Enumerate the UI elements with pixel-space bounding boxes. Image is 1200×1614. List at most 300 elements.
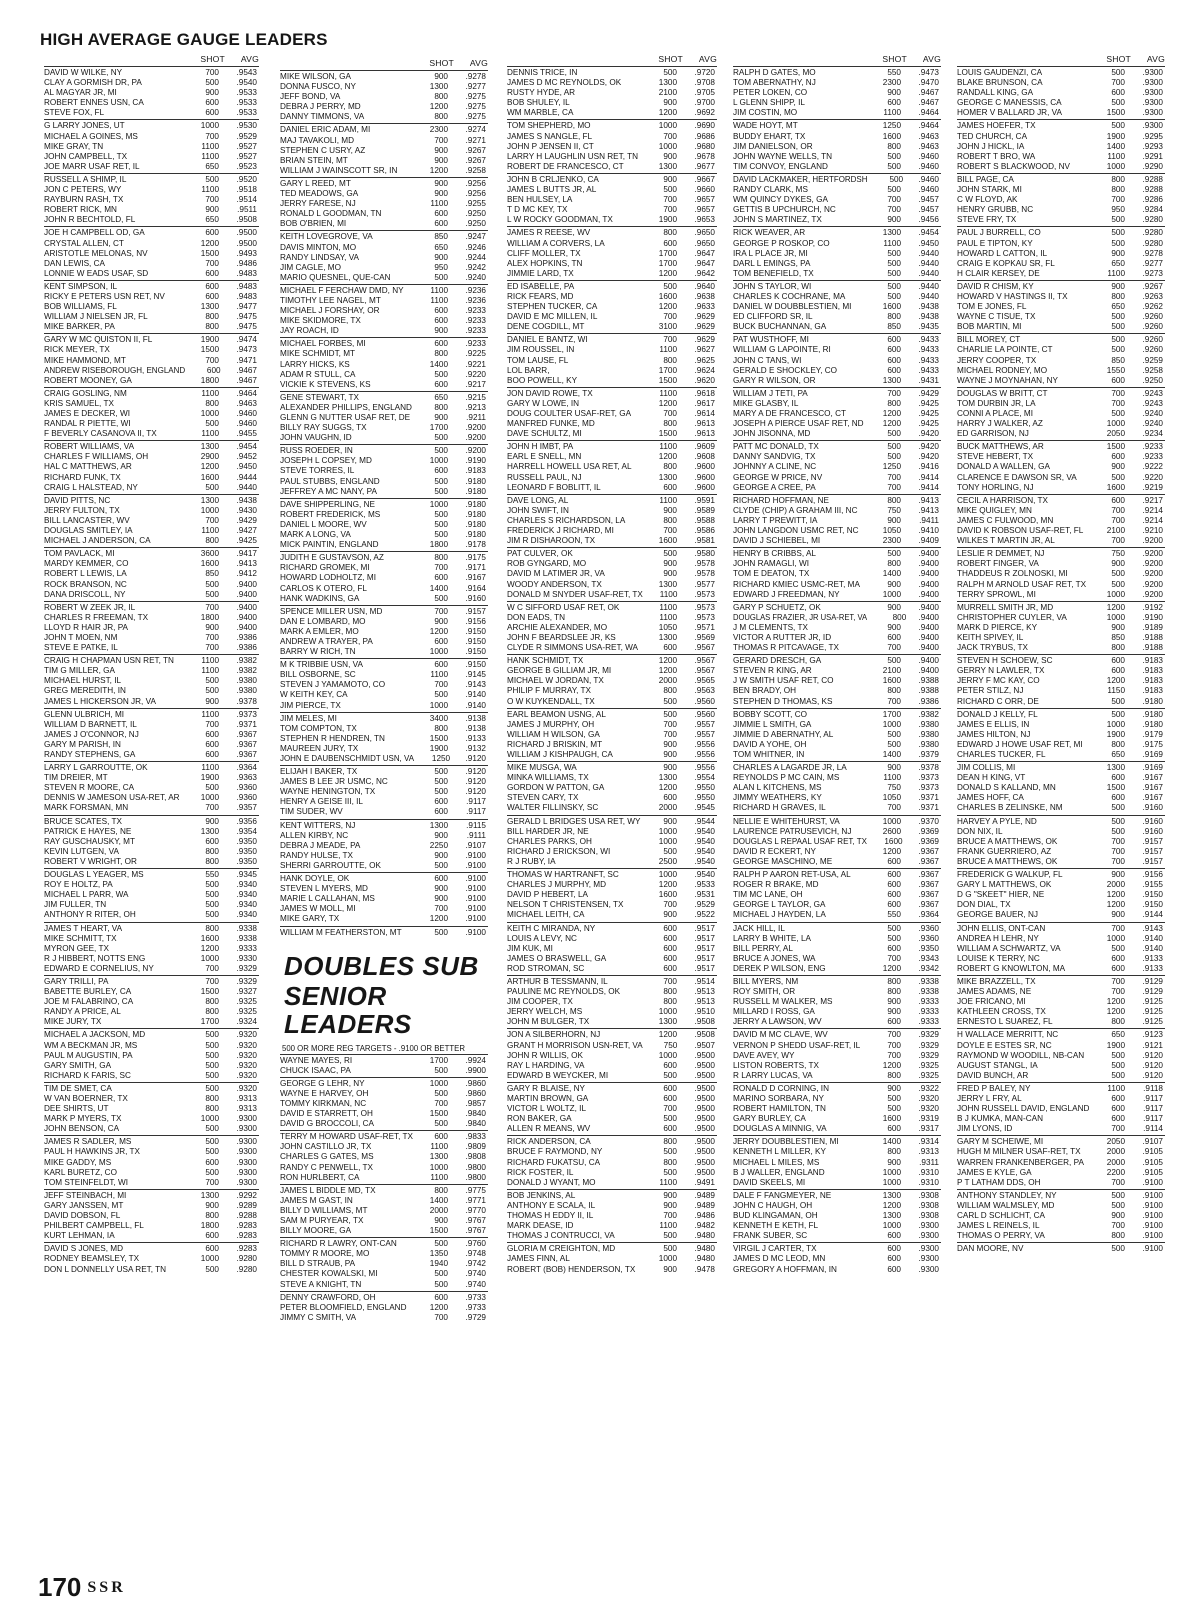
entry-group xyxy=(957,226,1165,278)
shooter-row xyxy=(507,880,717,890)
average: .9367 xyxy=(918,846,939,856)
shot-count: 700 xyxy=(663,900,677,910)
shot-count: 900 xyxy=(205,205,219,215)
shooter-row xyxy=(733,954,941,964)
shot-count: 800 xyxy=(205,398,219,408)
shooter-row xyxy=(733,763,941,773)
shooter-name: PAUL STUBBS, ENGLAND xyxy=(280,476,380,486)
shot-count: 900 xyxy=(887,88,901,98)
average: .9120 xyxy=(465,787,486,797)
average: .9400 xyxy=(918,643,939,653)
average: .9342 xyxy=(918,963,939,973)
average: .9522 xyxy=(694,910,715,920)
shooter-name: ERNESTO L SUAREZ, FL xyxy=(957,1017,1053,1027)
shooter-row xyxy=(507,633,717,643)
shooter-name: CECIL A HARRISON, TX xyxy=(957,495,1048,505)
shooter-name: JOHNNY A CLINE, NC xyxy=(733,462,817,472)
shooter-name: MARTIN BROWN, GA xyxy=(507,1094,589,1103)
shooter-name: JOHN VAUGHN, ID xyxy=(280,433,352,443)
shot-count: 600 xyxy=(434,1292,448,1302)
shooter-row xyxy=(957,847,1165,857)
shooter-name: ROBERT V WRIGHT, OR xyxy=(44,856,137,866)
shooter-row xyxy=(280,125,488,135)
average: .9317 xyxy=(918,1124,939,1134)
average: .9400 xyxy=(918,612,939,622)
shooter-row xyxy=(44,837,259,847)
shooter-name: WALTER FILLINSKY, SC xyxy=(507,803,599,813)
average: .9563 xyxy=(694,686,715,696)
shooter-name: W VAN BOERNER, TX xyxy=(44,1094,128,1103)
shooter-name: JOSEPH L COPSEY, MD xyxy=(280,456,372,466)
column-header xyxy=(507,54,717,66)
average: .9545 xyxy=(694,803,715,813)
shooter-row xyxy=(507,78,717,88)
shooter-name: LONNIE W EADS USAF, SD xyxy=(44,268,149,278)
entry-group xyxy=(507,654,717,706)
shooter-row xyxy=(957,108,1165,118)
shooter-row xyxy=(280,1216,488,1226)
shooter-row xyxy=(957,559,1165,569)
entry-group xyxy=(280,123,488,175)
shot-count: 1400 xyxy=(429,1195,448,1205)
average: .9180 xyxy=(465,519,486,529)
average: .9413 xyxy=(918,495,939,505)
entry-group xyxy=(957,1082,1165,1134)
shooter-name: PAT CULVER, OK xyxy=(507,549,573,559)
shooter-row xyxy=(733,750,941,760)
average: .9311 xyxy=(919,1157,939,1167)
entry-group xyxy=(44,119,259,171)
average: .9480 xyxy=(694,1254,715,1264)
shooter-row xyxy=(957,142,1165,152)
shooter-row xyxy=(280,797,488,807)
shooter-name: STEVEN R MOORE, CA xyxy=(44,783,135,793)
shooter-name: MARK P MYERS, TX xyxy=(44,1114,122,1124)
shot-count: 900 xyxy=(887,515,901,525)
shot-count: 500 xyxy=(887,258,901,268)
average: .9556 xyxy=(694,763,715,773)
shooter-name: JOHN C TANS, WI xyxy=(733,355,802,365)
shooter-row xyxy=(44,292,259,302)
entry-group xyxy=(957,815,1165,867)
shooter-name: STEVE HEBERT, TX xyxy=(957,452,1034,462)
shot-count: 500 xyxy=(887,933,901,943)
shooter-name: CRAIG E KOPKAU SR, FL xyxy=(957,258,1055,268)
shooter-name: RICK FOSTER, IL xyxy=(507,1167,574,1177)
shooter-row xyxy=(507,817,717,827)
shooter-name: RAYBURN RASH, TX xyxy=(44,195,124,205)
average: .9320 xyxy=(236,1070,257,1080)
shooter-name: BILL OSBORNE, SC xyxy=(280,670,356,680)
shot-count: 750 xyxy=(663,1040,678,1050)
shooter-row xyxy=(44,633,259,643)
average: .9625 xyxy=(694,355,715,365)
shot-count: 2000 xyxy=(658,676,677,686)
shot-count: 900 xyxy=(887,1007,901,1017)
shooter-name: JOE H CAMPBELL OD, GA xyxy=(44,228,145,238)
shooter-name: JAMES M GAST, IN xyxy=(280,1195,353,1205)
shooter-row xyxy=(733,108,941,118)
shooter-name: HENRY A GEISE III, IL xyxy=(280,797,363,807)
shooter-row xyxy=(44,429,259,439)
entry-group xyxy=(507,66,717,118)
shot-count: 500 xyxy=(1111,569,1125,579)
shooter-row xyxy=(280,584,488,594)
entry-group xyxy=(957,1189,1165,1241)
shooter-name: TIM SUDER, WV xyxy=(280,807,343,817)
average: .9157 xyxy=(1142,836,1163,846)
shot-count: 600 xyxy=(205,291,219,301)
entry-group xyxy=(957,654,1165,706)
average: .9533 xyxy=(236,108,257,118)
shooter-row xyxy=(44,827,259,837)
shooter-row xyxy=(507,740,717,750)
average: .9190 xyxy=(465,456,486,466)
entry-group xyxy=(280,1184,488,1236)
shot-count: 900 xyxy=(434,894,448,904)
shooter-name: GARY TRILLI, PA xyxy=(44,976,109,986)
shooter-row xyxy=(733,643,941,653)
shooter-row xyxy=(44,376,259,386)
shot-count: 900 xyxy=(205,816,219,826)
shot-count: 700 xyxy=(663,1104,677,1114)
shooter-row xyxy=(957,954,1165,964)
shooter-name: ELIJAH I BAKER, TX xyxy=(280,767,358,777)
average: .9364 xyxy=(918,910,939,920)
average: .9325 xyxy=(918,1070,939,1080)
average: .9809 xyxy=(465,1142,486,1152)
shot-count: 600 xyxy=(205,750,219,759)
shot-count: 600 xyxy=(1111,1114,1125,1124)
shot-count: 1300 xyxy=(658,773,677,783)
shooter-name: JERRY A LAWSON, WV xyxy=(733,1017,822,1027)
shooter-row xyxy=(507,569,717,579)
shot-count: 1900 xyxy=(200,773,219,783)
shooter-name: FRANK SUBER, SC xyxy=(733,1231,808,1241)
shot-count: 500 xyxy=(1111,816,1125,826)
shooter-row xyxy=(733,1231,941,1241)
average: .9860 xyxy=(465,1088,486,1098)
shooter-row xyxy=(44,526,259,536)
average: .9767 xyxy=(465,1226,486,1236)
shooter-name: ANDREA H LEHR, NY xyxy=(957,933,1039,943)
shooter-row xyxy=(44,549,259,559)
shooter-row xyxy=(733,924,941,934)
average: .9483 xyxy=(236,281,257,291)
shooter-name: KARL BURETZ, CO xyxy=(44,1167,117,1177)
average: .9400 xyxy=(918,622,939,632)
shooter-name: JEFF STEINBACH, MI xyxy=(44,1190,127,1200)
shot-count: 500 xyxy=(887,739,901,749)
average: .9180 xyxy=(465,499,486,509)
shot-count: 950 xyxy=(1111,205,1125,215)
average: .9280 xyxy=(1142,228,1163,238)
shot-count: 500 xyxy=(434,369,448,379)
shooter-name: JIM PIERCE, TX xyxy=(280,700,341,710)
shooter-name: CHARLES K COCHRANE, MA xyxy=(733,291,846,301)
shot-count: 1100 xyxy=(1107,151,1125,161)
shot-count: 700 xyxy=(1111,536,1125,546)
average: .9100 xyxy=(1142,1190,1163,1200)
average: .9100 xyxy=(1142,1200,1163,1210)
shooter-name: MIKE BRAZZELL, TX xyxy=(957,976,1036,986)
shot-count: 2000 xyxy=(429,1205,448,1215)
average: .9100 xyxy=(465,874,486,884)
shooter-row xyxy=(280,724,488,734)
shooter-name: TOM PAVLACK, MI xyxy=(44,549,115,559)
shooter-row xyxy=(957,686,1165,696)
shooter-name: JAMES FINN, AL xyxy=(507,1254,570,1264)
shot-count: 500 xyxy=(205,1124,219,1134)
shooter-name: DANA DRISCOLL, NY xyxy=(44,589,126,599)
average: .9640 xyxy=(694,281,715,291)
shooter-row xyxy=(44,803,259,813)
shooter-row xyxy=(733,1084,941,1094)
entry-group xyxy=(44,1028,259,1080)
shooter-row xyxy=(44,366,259,376)
shot-count: 900 xyxy=(434,252,448,262)
shot-count: 1500 xyxy=(429,733,448,743)
shooter-name: BILLY D WILLIAMS, MT xyxy=(280,1205,368,1215)
shooter-row xyxy=(733,152,941,162)
shot-count: 3600 xyxy=(200,549,219,559)
shooter-name: BLAKE BRUNSON, CA xyxy=(957,78,1043,88)
average: .9300 xyxy=(918,1221,939,1231)
shooter-name: GARY L REED, MT xyxy=(280,178,351,188)
average: .9100 xyxy=(1142,1177,1163,1187)
shooter-row xyxy=(44,934,259,944)
shot-count: 1200 xyxy=(429,626,448,636)
average: .9624 xyxy=(694,365,715,375)
shooter-row xyxy=(507,559,717,569)
shot-count: 600 xyxy=(887,632,901,642)
shooter-row xyxy=(507,1051,717,1061)
average: .9217 xyxy=(1142,495,1163,505)
average: .9143 xyxy=(465,680,486,690)
shot-count: 1700 xyxy=(429,423,448,433)
average: .9320 xyxy=(236,1030,257,1040)
shooter-name: ANTHONY E SCALA, IL xyxy=(507,1200,596,1210)
shooter-row xyxy=(507,1104,717,1114)
shooter-row xyxy=(733,857,941,867)
shooter-row xyxy=(957,78,1165,88)
average: .9262 xyxy=(1142,302,1163,312)
average: .9214 xyxy=(1142,515,1163,525)
shot-count: 1200 xyxy=(882,409,901,418)
shooter-name: MIKE GLASBY, IL xyxy=(733,398,799,408)
shooter-name: WILKES T MARTIN JR, AL xyxy=(957,536,1055,546)
shooter-row xyxy=(733,890,941,900)
shooter-name: JERRY WELCH, MS xyxy=(507,1007,583,1017)
shooter-name: MANFRED FUNKE, MD xyxy=(507,419,595,429)
shooter-row xyxy=(280,370,488,380)
shooter-row xyxy=(280,166,488,176)
shot-count: 1700 xyxy=(658,365,677,375)
shooter-name: VICTOR L WOLTZ, IL xyxy=(507,1104,587,1114)
shot-count: 500 xyxy=(887,185,901,195)
column-header xyxy=(44,54,259,66)
shooter-name: H CLAIR KERSEY, DE xyxy=(957,268,1040,278)
shooter-row xyxy=(44,536,259,546)
average: .9657 xyxy=(694,205,715,215)
shot-count: 500 xyxy=(663,1070,677,1080)
shooter-row xyxy=(507,773,717,783)
average: .9175 xyxy=(465,553,486,563)
average: .9320 xyxy=(236,1040,257,1050)
column-1 xyxy=(44,54,259,1276)
average: .9132 xyxy=(465,743,486,753)
shot-count: 1700 xyxy=(658,248,677,258)
shot-count: 1000 xyxy=(882,1167,901,1177)
average: .9450 xyxy=(918,238,939,248)
shooter-row xyxy=(507,1221,717,1231)
average: .9433 xyxy=(918,345,939,355)
shooter-name: ROBERT ENNES USN, CA xyxy=(44,98,144,108)
shooter-name: BILL MYERS, NM xyxy=(733,976,799,986)
shooter-row xyxy=(957,516,1165,526)
shooter-row xyxy=(733,78,941,88)
average: .9400 xyxy=(236,602,257,612)
average: .9329 xyxy=(236,976,257,986)
shooter-row xyxy=(507,335,717,345)
shooter-row xyxy=(733,162,941,172)
shooter-name: ANTHONY STANDLEY, NY xyxy=(957,1190,1057,1200)
shooter-name: GARY SMITH, GA xyxy=(44,1060,112,1070)
shot-count: 800 xyxy=(887,141,901,151)
shooter-row xyxy=(733,1017,941,1027)
shot-count: 500 xyxy=(887,248,901,258)
entry-group xyxy=(280,284,488,336)
entry-group xyxy=(507,815,717,867)
shot-count: 1200 xyxy=(429,165,448,175)
shooter-name: WILLIAM H WILSON, GA xyxy=(507,729,600,739)
shooter-name: LLOYD R HAIR JR, PA xyxy=(44,622,129,632)
shot-count: 700 xyxy=(1111,515,1125,525)
shooter-row xyxy=(44,88,259,98)
shooter-row xyxy=(507,1007,717,1017)
shooter-name: CLYDE (CHIP) A GRAHAM III, NC xyxy=(733,505,858,515)
average: .9213 xyxy=(465,402,486,412)
shot-count: 1600 xyxy=(882,302,901,312)
shot-count: 1600 xyxy=(882,131,901,141)
shooter-name: ROCK BRANSON, NC xyxy=(44,579,127,589)
shooter-row xyxy=(280,1313,488,1323)
shot-count: 500 xyxy=(887,268,901,278)
shooter-row xyxy=(507,590,717,600)
entry-group xyxy=(957,1242,1165,1254)
shot-count: 1100 xyxy=(883,108,901,118)
shot-count: 500 xyxy=(205,910,219,920)
shooter-name: JOE FRICANO, MI xyxy=(957,997,1026,1007)
shooter-row xyxy=(507,656,717,666)
shooter-name: LESLIE R DEMMET, NJ xyxy=(957,549,1045,559)
shooter-row xyxy=(957,1094,1165,1104)
shot-count: 800 xyxy=(663,1157,677,1167)
shooter-row xyxy=(957,773,1165,783)
shooter-name: GREG MEREDITH, IN xyxy=(44,686,126,696)
shooter-row xyxy=(733,536,941,546)
shooter-name: JOHN SWIFT, IN xyxy=(507,505,569,515)
shooter-row xyxy=(280,914,488,924)
shot-count: 500 xyxy=(434,787,448,797)
shooter-name: JERRY FARESE, NJ xyxy=(280,199,356,209)
shooter-name: BRIAN STEIN, MT xyxy=(280,155,348,165)
shot-count: 1200 xyxy=(658,1030,677,1040)
shooter-row xyxy=(957,312,1165,322)
shooter-row xyxy=(733,837,941,847)
shooter-name: GENE STEWART, TX xyxy=(280,392,360,402)
shooter-row xyxy=(280,286,488,296)
shot-count: 500 xyxy=(434,777,448,787)
shooter-name: CHRISTOPHER CUYLER, VA xyxy=(957,612,1067,622)
average: .9578 xyxy=(694,569,715,579)
average: .9100 xyxy=(465,860,486,870)
shooter-name: STEVEN J YAMAMOTO, CO xyxy=(280,680,386,690)
shot-count: 700 xyxy=(663,312,677,322)
shot-count: 700 xyxy=(887,803,901,813)
shot-count: 1200 xyxy=(882,1200,901,1210)
average: .9600 xyxy=(694,482,715,492)
average: .9482 xyxy=(694,1221,715,1231)
shot-count: 1200 xyxy=(1106,602,1125,612)
shot-count: 600 xyxy=(887,870,901,880)
shot-count: 900 xyxy=(434,884,448,894)
shot-count: 500 xyxy=(1111,803,1125,813)
shooter-row xyxy=(733,827,941,837)
average: .9425 xyxy=(918,409,939,418)
shot-count: 500 xyxy=(1111,409,1125,418)
average: .9767 xyxy=(465,1216,486,1225)
entry-group xyxy=(507,440,717,492)
shot-count: 500 xyxy=(887,1104,901,1114)
shooter-name: SAM M PURYEAR, TX xyxy=(280,1216,364,1225)
shot-count: 600 xyxy=(434,573,448,583)
shooter-name: L W ROCKY GOODMAN, TX xyxy=(507,215,613,225)
shooter-row xyxy=(957,740,1165,750)
shooter-name: STEVE TORRES, IL xyxy=(280,466,355,476)
shot-count: 1100 xyxy=(659,388,677,398)
shooter-name: JAMES HOEFER, TX xyxy=(957,121,1036,131)
entry-group xyxy=(280,444,488,496)
shooter-name: MARDY KEMMER, CO xyxy=(44,559,129,569)
shooter-row xyxy=(507,1201,717,1211)
shot-count: 900 xyxy=(205,696,219,706)
shot-count: 900 xyxy=(663,816,677,826)
shooter-name: HENRY GRUBB, NC xyxy=(957,205,1034,215)
average: .9243 xyxy=(1142,398,1163,408)
shot-count: 800 xyxy=(205,1094,219,1103)
shooter-name: BUCK BUCHANNAN, GA xyxy=(733,322,827,332)
shot-count: 750 xyxy=(1111,549,1125,559)
shooter-row xyxy=(957,121,1165,131)
average: .9473 xyxy=(236,345,257,355)
shooter-row xyxy=(957,857,1165,867)
shot-count: 700 xyxy=(205,515,219,525)
shooter-name: JAMES ADAMS, NE xyxy=(957,987,1032,997)
shot-count: 500 xyxy=(434,446,448,456)
shooter-row xyxy=(44,1104,259,1114)
shooter-name: RICKY E PETERS USN RET, NV xyxy=(44,291,165,301)
shot-count: 1300 xyxy=(658,472,677,482)
shot-count: 600 xyxy=(663,1060,677,1070)
average: .9618 xyxy=(694,388,715,398)
average: .9100 xyxy=(465,927,486,937)
average: .9460 xyxy=(918,174,939,184)
shooter-name: JOE M FALABRINO, CA xyxy=(44,997,134,1007)
shooter-row xyxy=(507,516,717,526)
entry-group xyxy=(733,494,941,546)
shooter-row xyxy=(44,78,259,88)
